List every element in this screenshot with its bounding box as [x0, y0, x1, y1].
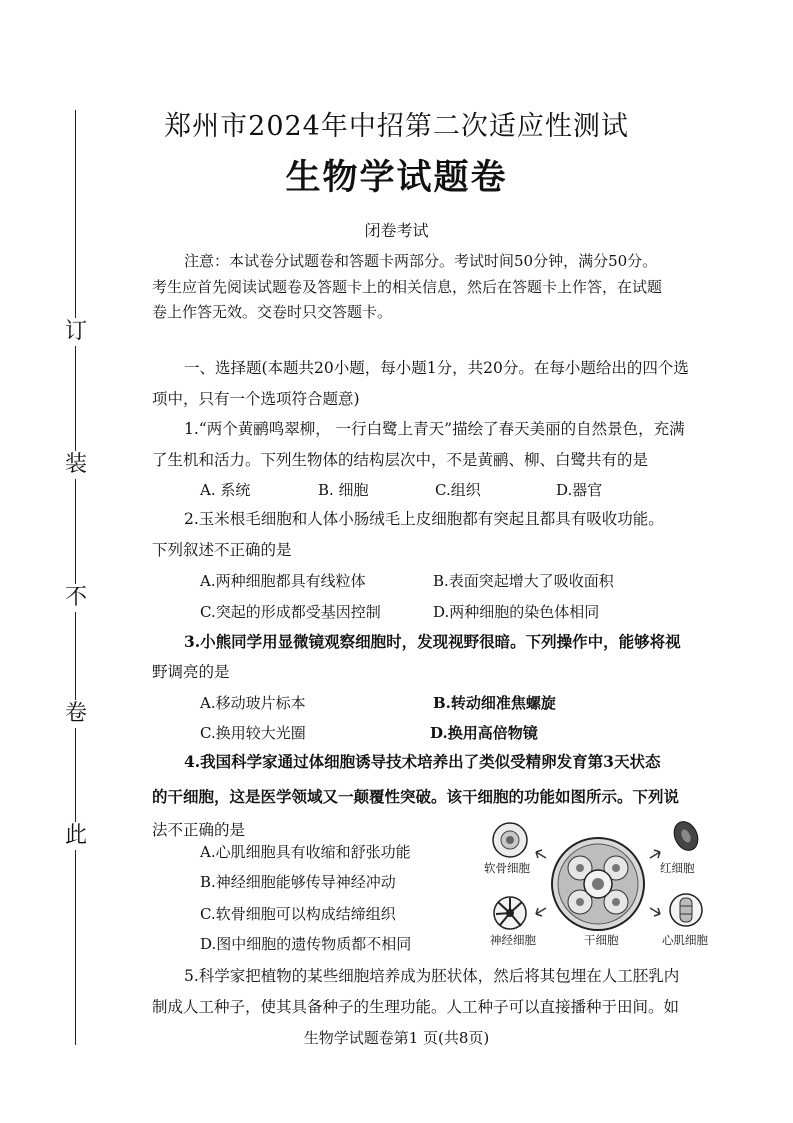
exam-subject: 生物学试题卷	[285, 157, 508, 198]
option-a: A.心肌细胞具有收缩和舒张功能	[200, 843, 411, 861]
label-stem-cell: 干细胞	[584, 933, 619, 947]
question-stem: 法不正确的是	[152, 821, 246, 839]
option-b: B. 细胞	[318, 481, 369, 499]
binding-char-bu: 不	[62, 584, 90, 612]
option-b: B.神经细胞能够传导神经冲动	[200, 873, 396, 891]
label-nerve-cell: 神经细胞	[490, 933, 536, 947]
label-cartilage-cell: 软骨细胞	[484, 861, 530, 875]
option-d: D.器官	[556, 481, 603, 499]
option-c: C.软骨细胞可以构成结缔组织	[200, 905, 396, 923]
question-stem: 5.科学家把植物的某些细胞培养成为胚状体，然后将其包埋在人工胚乳内	[184, 967, 680, 985]
section-heading-line: 一、选择题(本题共20小题，每小题1分，共20分。在每小题给出的四个选	[184, 359, 689, 377]
question-stem: 下列叙述不正确的是	[152, 541, 292, 559]
question-stem: 4.我国科学家通过体细胞诱导技术培养出了类似受精卵发育第3天状态	[184, 752, 661, 771]
arrow-icon	[536, 850, 546, 858]
binding-line	[75, 110, 76, 1045]
notice-line: 注意：本试卷分试题卷和答题卡两部分。考试时间50分钟，满分50分。	[184, 252, 658, 270]
binding-char-zhuang: 装	[62, 451, 90, 479]
stem-cell-figure	[480, 818, 716, 950]
notice-line: 考生应首先阅读试题卷及答题卡上的相关信息，然后在答题卡上作答，在试题	[152, 278, 663, 296]
option-a: A.移动玻片标本	[200, 694, 306, 712]
binding-char-ci: 此	[62, 822, 90, 850]
label-red-blood-cell: 红细胞	[660, 861, 695, 875]
option-b: B.转动细准焦螺旋	[433, 694, 556, 712]
option-d: D.图中细胞的遗传物质都不相同	[200, 935, 412, 953]
binding-char-juan: 卷	[62, 700, 90, 728]
option-c: C.突起的形成都受基因控制	[200, 603, 381, 621]
page-footer: 生物学试题卷第1 页(共8页)	[303, 1029, 490, 1047]
label-cardiac-muscle-cell: 心肌细胞	[662, 933, 708, 947]
question-stem: 1.“两个黄鹂鸣翠柳， 一行白鹭上青天”描绘了春天美丽的自然景色，充满	[184, 420, 685, 438]
exam-mode: 闭卷考试	[364, 221, 429, 240]
option-c: C.换用较大光圈	[200, 724, 306, 742]
option-a: A. 系统	[200, 481, 251, 499]
option-d: D.换用高倍物镜	[430, 724, 538, 742]
arrow-icon	[650, 850, 660, 858]
option-d: D.两种细胞的染色体相同	[433, 603, 600, 621]
section-heading-line: 项中，只有一个选项符合题意)	[152, 390, 360, 408]
question-stem: 的干细胞，这是医学领域又一颠覆性突破。该干细胞的功能如图所示。下列说	[152, 787, 680, 806]
arrow-icon	[536, 908, 546, 916]
question-stem: 2.玉米根毛细胞和人体小肠绒毛上皮细胞都有突起且都具有吸收功能。	[184, 510, 664, 528]
question-stem: 制成人工种子，使其具备种子的生理功能。人工种子可以直接播种于田间。如	[152, 998, 680, 1016]
question-stem: 3.小熊同学用显微镜观察细胞时，发现视野很暗。下列操作中，能够将视	[184, 632, 681, 651]
binding-char-ding: 订	[62, 318, 90, 346]
question-stem: 了生机和活力。下列生物体的结构层次中，不是黄鹂、柳、白鹭共有的是	[152, 451, 649, 469]
exam-title: 郑州市2024年中招第二次适应性测试	[164, 111, 629, 142]
question-stem: 野调亮的是	[152, 663, 230, 681]
arrow-icon	[650, 908, 660, 916]
option-a: A.两种细胞都具有线粒体	[200, 572, 366, 590]
stem-cell-diagram	[480, 818, 716, 950]
option-c: C.组织	[435, 481, 481, 499]
option-b: B.表面突起增大了吸收面积	[433, 572, 614, 590]
notice-line: 卷上作答无效。交卷时只交答题卡。	[152, 303, 393, 321]
